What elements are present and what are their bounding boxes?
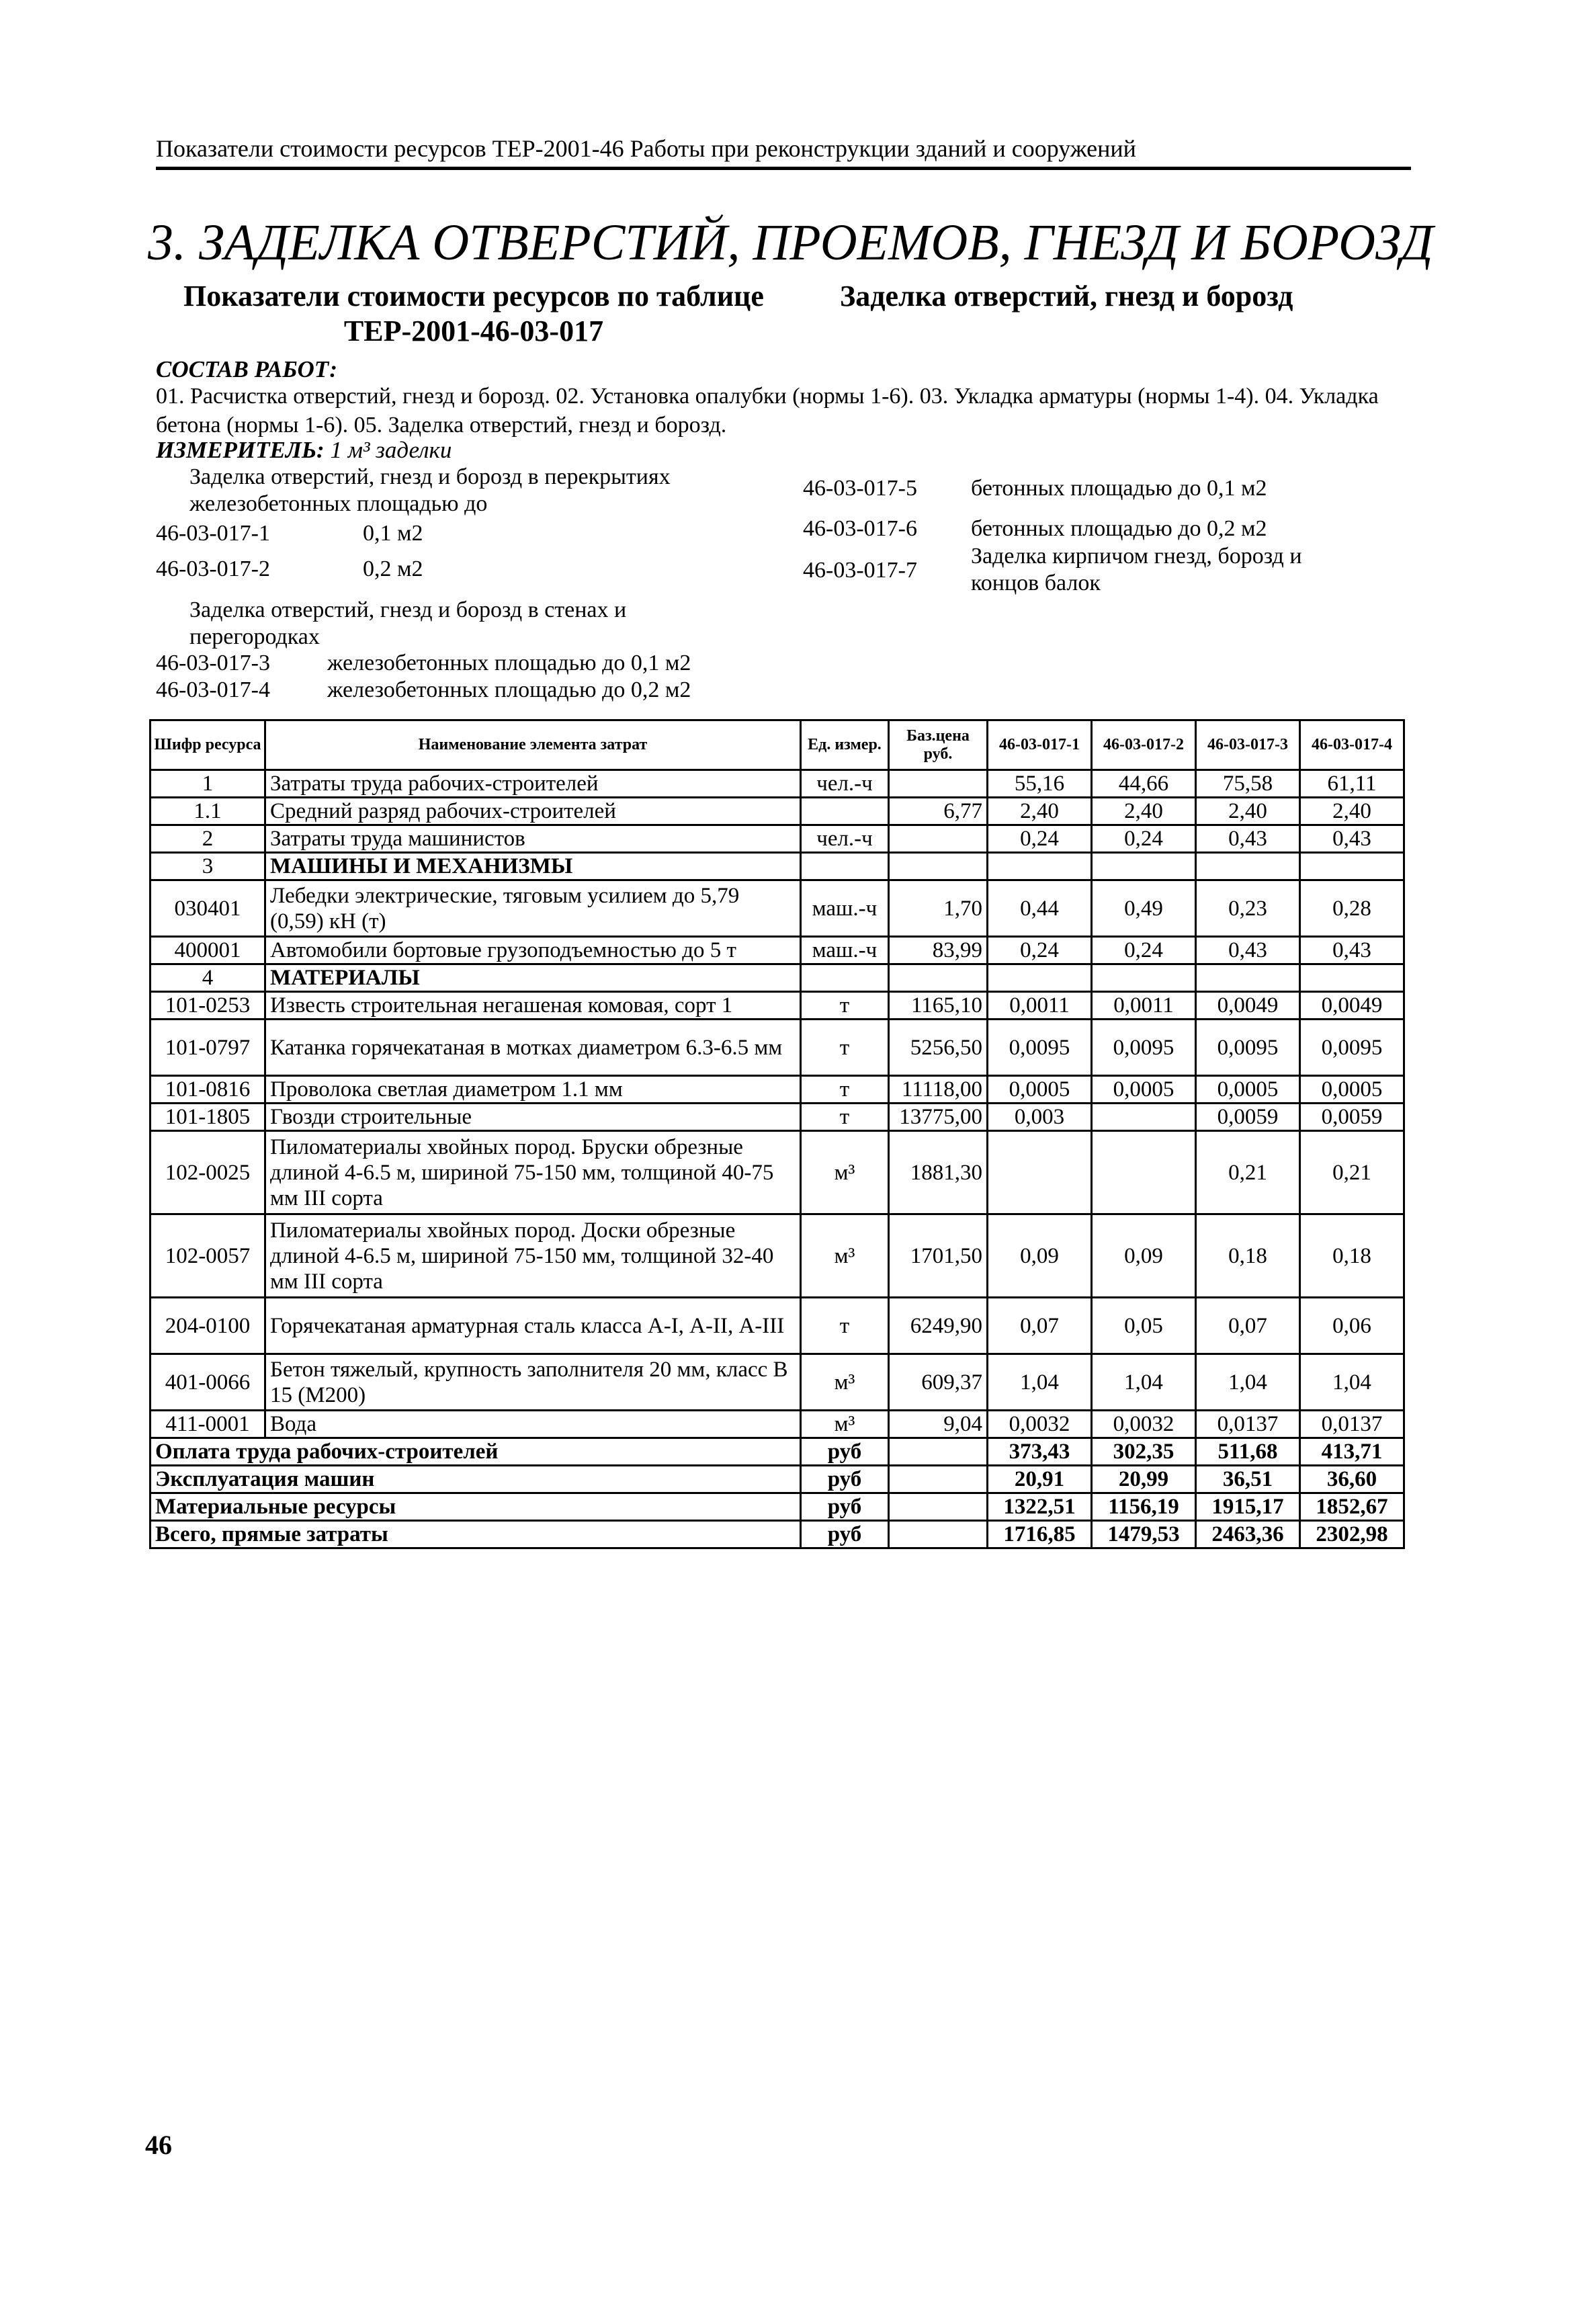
unit-cell: м³ xyxy=(801,1214,889,1298)
unit-cell: т xyxy=(801,1076,889,1104)
value-col4-cell: 2,40 xyxy=(1300,798,1404,825)
resource-code-cell: 401-0066 xyxy=(151,1354,265,1411)
value-col2-cell: 0,0005 xyxy=(1092,1076,1196,1104)
base-price-cell: 11118,00 xyxy=(889,1076,988,1104)
base-price-cell xyxy=(889,853,988,880)
value-col2-cell: 0,0011 xyxy=(1092,992,1196,1020)
unit-cell xyxy=(801,798,889,825)
summary-row xyxy=(151,1466,1404,1493)
summary-label-cell: Материальные ресурсы xyxy=(151,1493,801,1521)
value-col3-cell xyxy=(1196,964,1300,992)
table-row xyxy=(151,853,1404,880)
value-col2-cell xyxy=(1092,1131,1196,1214)
norm-code-1: 46-03-017-1 xyxy=(156,521,270,546)
value-col2-cell: 0,24 xyxy=(1092,825,1196,853)
measure-label: ИЗМЕРИТЕЛЬ: xyxy=(156,437,325,463)
table-row xyxy=(151,1298,1404,1354)
value-col3-cell: 0,23 xyxy=(1196,880,1300,937)
resource-name-cell: Пиломатериалы хвойных пород. Доски обрезные длиной 4-6.5 м, шириной 75-150 мм, толщиной 32-40 мм III сорта xyxy=(265,1214,801,1298)
resource-code-cell: 101-0816 xyxy=(151,1076,265,1104)
value-col4-cell: 1,04 xyxy=(1300,1354,1404,1411)
unit-cell: м³ xyxy=(801,1131,889,1214)
unit-cell: т xyxy=(801,1104,889,1131)
table-row xyxy=(151,992,1404,1020)
resource-name-cell: МАТЕРИАЛЫ xyxy=(265,964,801,992)
base-price-cell: 1701,50 xyxy=(889,1214,988,1298)
resource-name-cell: Бетон тяжелый, крупность заполнителя 20 мм, класс В 15 (М200) xyxy=(265,1354,801,1411)
resource-code-cell: 101-0253 xyxy=(151,992,265,1020)
value-col4-cell: 0,0049 xyxy=(1300,992,1404,1020)
value-col3-cell: 0,43 xyxy=(1196,825,1300,853)
resource-code-cell: 204-0100 xyxy=(151,1298,265,1354)
resource-code-cell: 030401 xyxy=(151,880,265,937)
value-col1-cell: 0,0032 xyxy=(988,1411,1092,1438)
table-row xyxy=(151,825,1404,853)
resource-name-cell: Средний разряд рабочих-строителей xyxy=(265,798,801,825)
table-row xyxy=(151,770,1404,798)
table-row xyxy=(151,880,1404,937)
summary-value-col1-cell: 20,91 xyxy=(988,1466,1092,1493)
summary-unit-cell: руб xyxy=(801,1521,889,1548)
summary-row xyxy=(151,1493,1404,1521)
value-col2-cell: 0,0095 xyxy=(1092,1020,1196,1076)
value-col3-cell: 0,43 xyxy=(1196,937,1300,964)
base-price-cell: 5256,50 xyxy=(889,1020,988,1076)
norm-desc-1: 0,1 м2 xyxy=(363,521,423,546)
resource-name-cell: Затраты труда машинистов xyxy=(265,825,801,853)
resource-name-cell: Лебедки электрические, тяговым усилием до 5,79 (0,59) кН (т) xyxy=(265,880,801,937)
table-row xyxy=(151,1411,1404,1438)
value-col1-cell: 0,24 xyxy=(988,937,1092,964)
unit-cell: чел.-ч xyxy=(801,825,889,853)
resource-code-cell: 101-0797 xyxy=(151,1020,265,1076)
composition-text: 01. Расчистка отверстий, гнезд и борозд. 02. Установка опалубки (нормы 1-6). 03. Укладка арматуры (нормы 1-4). 04. Укладка бетона (нормы 1-6). 05. Заделка отверстий, гнезд и борозд. xyxy=(156,384,1379,438)
norm-code-2: 46-03-017-2 xyxy=(156,556,270,581)
summary-price-cell xyxy=(889,1466,988,1493)
resource-name-cell: МАШИНЫ И МЕХАНИЗМЫ xyxy=(265,853,801,880)
value-col2-cell xyxy=(1092,853,1196,880)
value-col4-cell: 61,11 xyxy=(1300,770,1404,798)
summary-value-col1-cell: 1716,85 xyxy=(988,1521,1092,1548)
resource-code-cell: 1.1 xyxy=(151,798,265,825)
header-code: Шифр ресурса xyxy=(151,720,265,770)
value-col3-cell xyxy=(1196,853,1300,880)
summary-value-col3-cell: 2463,36 xyxy=(1196,1521,1300,1548)
value-col4-cell: 0,43 xyxy=(1300,937,1404,964)
value-col1-cell: 1,04 xyxy=(988,1354,1092,1411)
resource-name-cell: Известь строительная негашеная комовая, сорт 1 xyxy=(265,992,801,1020)
norm-group1-title: Заделка отверстий, гнезд и борозд в перекрытиях железобетонных площадью до xyxy=(189,464,671,516)
header-price: Баз.цена руб. xyxy=(889,720,988,770)
subheading-left xyxy=(171,279,776,349)
measure-line xyxy=(156,437,452,464)
running-header: Показатели стоимости ресурсов ТЕР-2001-46 Работы при реконструкции зданий и сооружений xyxy=(156,134,1411,170)
resource-code-cell: 102-0057 xyxy=(151,1214,265,1298)
value-col2-cell: 0,05 xyxy=(1092,1298,1196,1354)
base-price-cell: 1,70 xyxy=(889,880,988,937)
value-col4-cell xyxy=(1300,964,1404,992)
resource-code-cell: 101-1805 xyxy=(151,1104,265,1131)
resource-name-cell: Вода xyxy=(265,1411,801,1438)
value-col4-cell: 0,06 xyxy=(1300,1298,1404,1354)
resource-code-cell: 3 xyxy=(151,853,265,880)
value-col3-cell: 0,0137 xyxy=(1196,1411,1300,1438)
value-col4-cell: 0,0095 xyxy=(1300,1020,1404,1076)
value-col3-cell: 0,0095 xyxy=(1196,1020,1300,1076)
value-col2-cell: 2,40 xyxy=(1092,798,1196,825)
base-price-cell: 83,99 xyxy=(889,937,988,964)
table-row xyxy=(151,937,1404,964)
composition-label: СОСТАВ РАБОТ: xyxy=(156,356,338,382)
value-col1-cell: 0,09 xyxy=(988,1214,1092,1298)
table-row xyxy=(151,1020,1404,1076)
summary-price-cell xyxy=(889,1521,988,1548)
table-row xyxy=(151,1354,1404,1411)
summary-label-cell: Всего, прямые затраты xyxy=(151,1521,801,1548)
norm-group2-title: Заделка отверстий, гнезд и борозд в стенах и перегородках xyxy=(189,597,627,649)
value-col1-cell: 0,0005 xyxy=(988,1076,1092,1104)
table-row xyxy=(151,798,1404,825)
value-col2-cell: 0,24 xyxy=(1092,937,1196,964)
header-col3: 46-03-017-3 xyxy=(1196,720,1300,770)
value-col1-cell: 0,003 xyxy=(988,1104,1092,1131)
value-col4-cell: 0,0059 xyxy=(1300,1104,1404,1131)
summary-value-col3-cell: 1915,17 xyxy=(1196,1493,1300,1521)
base-price-cell: 1881,30 xyxy=(889,1131,988,1214)
value-col1-cell: 55,16 xyxy=(988,770,1092,798)
unit-cell xyxy=(801,853,889,880)
base-price-cell: 9,04 xyxy=(889,1411,988,1438)
header-col2: 46-03-017-2 xyxy=(1092,720,1196,770)
base-price-cell xyxy=(889,964,988,992)
unit-cell: маш.-ч xyxy=(801,880,889,937)
value-col4-cell: 0,18 xyxy=(1300,1214,1404,1298)
base-price-cell: 6,77 xyxy=(889,798,988,825)
value-col1-cell xyxy=(988,853,1092,880)
unit-cell: м³ xyxy=(801,1354,889,1411)
norm-code-7: 46-03-017-7 xyxy=(803,558,917,583)
base-price-cell xyxy=(889,770,988,798)
summary-value-col4-cell: 36,60 xyxy=(1300,1466,1404,1493)
value-col4-cell: 0,0005 xyxy=(1300,1076,1404,1104)
resource-name-cell: Гвозди строительные xyxy=(265,1104,801,1131)
table-header-row xyxy=(151,720,1404,770)
resource-name-cell: Затраты труда рабочих-строителей xyxy=(265,770,801,798)
value-col1-cell: 0,07 xyxy=(988,1298,1092,1354)
table-row xyxy=(151,1214,1404,1298)
norm-code-3: 46-03-017-3 xyxy=(156,651,270,675)
summary-value-col4-cell: 2302,98 xyxy=(1300,1521,1404,1548)
summary-value-col2-cell: 20,99 xyxy=(1092,1466,1196,1493)
value-col2-cell: 0,49 xyxy=(1092,880,1196,937)
header-col4: 46-03-017-4 xyxy=(1300,720,1404,770)
value-col2-cell: 0,09 xyxy=(1092,1214,1196,1298)
value-col3-cell: 0,0049 xyxy=(1196,992,1300,1020)
norm-desc-6: бетонных площадью до 0,2 м2 xyxy=(971,516,1267,541)
value-col1-cell xyxy=(988,1131,1092,1214)
value-col2-cell: 1,04 xyxy=(1092,1354,1196,1411)
header-col1: 46-03-017-1 xyxy=(988,720,1092,770)
table-row xyxy=(151,964,1404,992)
value-col2-cell: 44,66 xyxy=(1092,770,1196,798)
value-col1-cell xyxy=(988,964,1092,992)
resource-name-cell: Проволока светлая диаметром 1.1 мм xyxy=(265,1076,801,1104)
base-price-cell xyxy=(889,825,988,853)
value-col4-cell: 0,21 xyxy=(1300,1131,1404,1214)
unit-cell xyxy=(801,964,889,992)
value-col3-cell: 0,21 xyxy=(1196,1131,1300,1214)
resource-code-cell: 411-0001 xyxy=(151,1411,265,1438)
page-number: 46 xyxy=(145,2130,172,2160)
summary-row xyxy=(151,1438,1404,1466)
value-col1-cell: 0,0011 xyxy=(988,992,1092,1020)
resource-name-cell: Катанка горячекатаная в мотках диаметром 6.3-6.5 мм xyxy=(265,1020,801,1076)
summary-value-col4-cell: 1852,67 xyxy=(1300,1493,1404,1521)
value-col4-cell: 0,28 xyxy=(1300,880,1404,937)
unit-cell: т xyxy=(801,992,889,1020)
value-col3-cell: 0,07 xyxy=(1196,1298,1300,1354)
summary-value-col3-cell: 511,68 xyxy=(1196,1438,1300,1466)
summary-value-col4-cell: 413,71 xyxy=(1300,1438,1404,1466)
value-col4-cell: 0,43 xyxy=(1300,825,1404,853)
section-title: 3. ЗАДЕЛКА ОТВЕРСТИЙ, ПРОЕМОВ, ГНЕЗД И БОРОЗД xyxy=(148,214,1433,271)
value-col1-cell: 2,40 xyxy=(988,798,1092,825)
norm-code-6: 46-03-017-6 xyxy=(803,516,917,541)
value-col3-cell: 2,40 xyxy=(1196,798,1300,825)
summary-value-col2-cell: 1479,53 xyxy=(1092,1521,1196,1548)
norm-desc-7: Заделка кирпичом гнезд, борозд и концов балок xyxy=(971,544,1302,595)
resource-name-cell: Горячекатаная арматурная сталь класса А-I, А-II, А-III xyxy=(265,1298,801,1354)
value-col4-cell: 0,0137 xyxy=(1300,1411,1404,1438)
summary-unit-cell: руб xyxy=(801,1438,889,1466)
summary-price-cell xyxy=(889,1438,988,1466)
value-col3-cell: 0,0005 xyxy=(1196,1076,1300,1104)
subheading-right: Заделка отверстий, гнезд и борозд xyxy=(840,280,1293,313)
summary-unit-cell: руб xyxy=(801,1493,889,1521)
value-col1-cell: 0,24 xyxy=(988,825,1092,853)
resource-code-cell: 1 xyxy=(151,770,265,798)
norm-desc-5: бетонных площадью до 0,1 м2 xyxy=(971,476,1267,501)
value-col3-cell: 1,04 xyxy=(1196,1354,1300,1411)
table-body xyxy=(151,770,1404,1548)
measure-value: 1 м³ заделки xyxy=(330,437,452,463)
value-col3-cell: 75,58 xyxy=(1196,770,1300,798)
unit-cell: маш.-ч xyxy=(801,937,889,964)
value-col2-cell: 0,0032 xyxy=(1092,1411,1196,1438)
unit-cell: чел.-ч xyxy=(801,770,889,798)
unit-cell: т xyxy=(801,1298,889,1354)
table-row xyxy=(151,1104,1404,1131)
base-price-cell: 13775,00 xyxy=(889,1104,988,1131)
subheading-left-line2: ТЕР-2001-46-03-017 xyxy=(343,315,604,347)
norm-desc-2: 0,2 м2 xyxy=(363,556,423,581)
value-col1-cell: 0,0095 xyxy=(988,1020,1092,1076)
base-price-cell: 1165,10 xyxy=(889,992,988,1020)
resource-name-cell: Пиломатериалы хвойных пород. Бруски обрезные длиной 4-6.5 м, шириной 75-150 мм, толщиной 40-75 мм III сорта xyxy=(265,1131,801,1214)
norm-code-5: 46-03-017-5 xyxy=(803,476,917,501)
base-price-cell: 6249,90 xyxy=(889,1298,988,1354)
value-col1-cell: 0,44 xyxy=(988,880,1092,937)
resource-table xyxy=(149,719,1405,1549)
resource-code-cell: 2 xyxy=(151,825,265,853)
value-col2-cell xyxy=(1092,1104,1196,1131)
summary-value-col2-cell: 1156,19 xyxy=(1092,1493,1196,1521)
value-col3-cell: 0,0059 xyxy=(1196,1104,1300,1131)
summary-label-cell: Оплата труда рабочих-строителей xyxy=(151,1438,801,1466)
subheading-left-line1: Показатели стоимости ресурсов по таблице xyxy=(183,280,764,313)
resource-code-cell: 4 xyxy=(151,964,265,992)
summary-value-col1-cell: 373,43 xyxy=(988,1438,1092,1466)
summary-value-col3-cell: 36,51 xyxy=(1196,1466,1300,1493)
header-name: Наименование элемента затрат xyxy=(265,720,801,770)
value-col2-cell xyxy=(1092,964,1196,992)
summary-price-cell xyxy=(889,1493,988,1521)
summary-value-col2-cell: 302,35 xyxy=(1092,1438,1196,1466)
summary-unit-cell: руб xyxy=(801,1466,889,1493)
summary-value-col1-cell: 1322,51 xyxy=(988,1493,1092,1521)
value-col3-cell: 0,18 xyxy=(1196,1214,1300,1298)
value-col4-cell xyxy=(1300,853,1404,880)
norm-desc-4: железобетонных площадью до 0,2 м2 xyxy=(327,677,691,702)
table-row xyxy=(151,1076,1404,1104)
resource-code-cell: 102-0025 xyxy=(151,1131,265,1214)
header-unit: Ед. измер. xyxy=(801,720,889,770)
norm-code-4: 46-03-017-4 xyxy=(156,677,270,702)
unit-cell: м³ xyxy=(801,1411,889,1438)
norm-desc-3: железобетонных площадью до 0,1 м2 xyxy=(327,651,691,675)
resource-name-cell: Автомобили бортовые грузоподъемностью до 5 т xyxy=(265,937,801,964)
unit-cell: т xyxy=(801,1020,889,1076)
summary-row xyxy=(151,1521,1404,1548)
resource-code-cell: 400001 xyxy=(151,937,265,964)
base-price-cell: 609,37 xyxy=(889,1354,988,1411)
table-row xyxy=(151,1131,1404,1214)
summary-label-cell: Эксплуатация машин xyxy=(151,1466,801,1493)
